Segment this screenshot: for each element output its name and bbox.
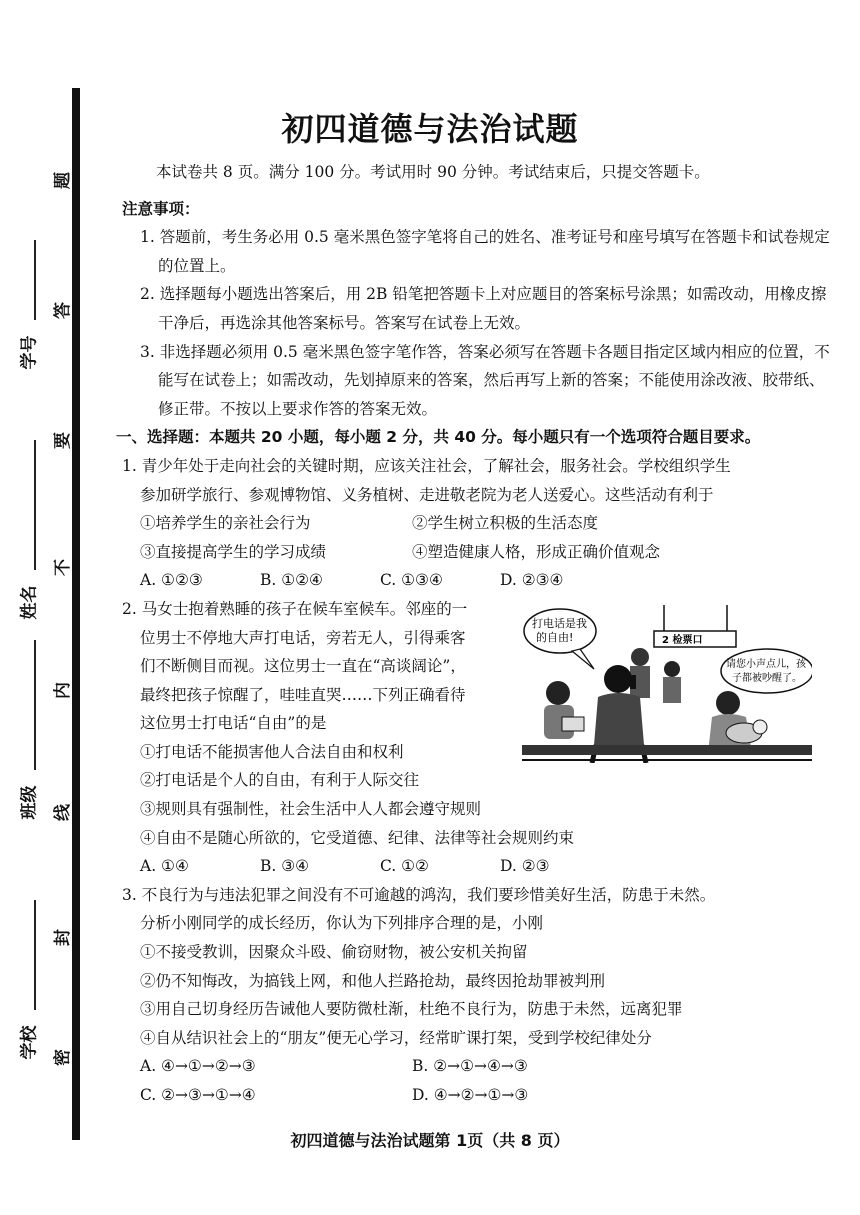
q2-option-a: A. ①④	[140, 857, 189, 876]
section-heading: 一、选择题：本题共 20 小题，每小题 2 分，共 40 分。每小题只有一个选项符合题目要求。	[116, 428, 761, 447]
q3-statement: ③用自己切身经历告诫他人要防微杜渐，杜绝不良行为，防患于未然，远离犯罪	[140, 1000, 683, 1019]
bubble-right-text: 请您小声点儿，孩	[726, 658, 806, 670]
q2-option-c: C. ①②	[380, 857, 429, 876]
q2-statement: ④自由不是随心所欲的，它受道德、纪律、法律等社会规则约束	[140, 828, 575, 847]
notice-heading: 注意事项：	[122, 199, 200, 218]
q3-options-row	[122, 1052, 822, 1081]
q3-option-c: C. ②→③→①→④	[140, 1086, 256, 1104]
notice-item: 3. 非选择题必须用 0.5 毫米黑色签字笔作答，答案必须写在答题卡各题目指定区域内相应的位置，不能写在试卷上；如需改动，先划掉原来的答案，然后再写上新的答案；不能使用涂改液、胶带纸、修正带。不按以上要求作答的答案无效。	[140, 342, 830, 418]
q1-statement: ④塑造健康人格，形成正确价值观念	[412, 542, 661, 561]
q3-statement: ④自从结识社会上的“朋友”便无心学习，经常旷课打架，受到学校纪律处分	[140, 1028, 652, 1047]
q1-options	[122, 566, 822, 595]
seal-char: 题	[53, 172, 73, 189]
name-label: 姓名	[19, 585, 40, 620]
q1-statement: ②学生树立积极的生活态度	[412, 514, 599, 533]
q1-option-b: B. ①②④	[260, 571, 323, 590]
q1-option-a: A. ①②③	[140, 571, 203, 590]
q3-options-row	[122, 1081, 822, 1110]
seal-char: 要	[53, 432, 73, 449]
q3-stem: 分析小刚同学的成长经历，你认为下列排序合理的是，小刚	[140, 914, 544, 933]
name-line	[34, 440, 36, 570]
student-id-label: 学号	[19, 335, 40, 370]
q2-block	[122, 595, 822, 738]
binding-margin-bar	[72, 88, 80, 1140]
q2-statement: ①打电话不能损害他人合法自由和权利	[140, 742, 404, 761]
seal-char: 不	[53, 559, 73, 576]
gate-sign-text: 2 检票口	[662, 634, 703, 646]
q3-statement: ①不接受教训，因聚众斗殴、偷窃财物，被公安机关拘留	[140, 943, 528, 962]
seal-char: 答	[53, 302, 73, 319]
q2-statement: ③规则具有强制性，社会生活中人人都会遵守规则	[140, 800, 482, 819]
seal-char: 线	[53, 804, 73, 821]
q3-stem: 3. 不良行为与违法犯罪之间没有不可逾越的鸿沟，我们要珍惜美好生活，防患于未然。	[122, 885, 716, 904]
exam-content	[116, 158, 830, 1110]
q2-options	[122, 852, 822, 881]
q3-option-a: A. ④→①→②→③	[140, 1057, 256, 1076]
seal-char: 内	[53, 682, 73, 699]
q3-statement: ②仍不知悔改，为搞钱上网，和他人拦路抢劫，最终因抢劫罪被判刑	[140, 971, 606, 990]
q2-option-d: D. ②③	[500, 857, 550, 876]
q2-stem: 位男士不停地大声打电话，旁若无人，引得乘客	[140, 628, 466, 647]
q2-option-b: B. ③④	[260, 857, 310, 876]
school-label: 学校	[19, 1025, 40, 1060]
q3-option-b: B. ②→①→④→③	[412, 1057, 528, 1076]
page-title: 初四道德与法治试题	[281, 110, 579, 148]
bubble-left-text: 打电话是我	[532, 616, 587, 630]
school-line	[34, 900, 36, 1010]
student-id-line	[34, 240, 36, 320]
q1-statement-row	[122, 538, 822, 567]
exam-intro: 本试卷共 8 页。满分 100 分。考试用时 90 分钟。考试结束后，只提交答题卡。	[156, 163, 710, 181]
q2-statement: ②打电话是个人的自由，有利于人际交往	[140, 771, 420, 790]
q1-stem: 1. 青少年处于走向社会的关键时期，应该关注社会，了解社会，服务社会。学校组织学生	[122, 456, 731, 475]
bubble-right-text: 子都被吵醒了。	[732, 672, 802, 684]
q1-statement: ①培养学生的亲社会行为	[140, 514, 311, 533]
q2-stem: 这位男士打电话“自由”的是	[140, 714, 327, 733]
notice-item: 1. 答题前，考生务必用 0.5 毫米黑色签字笔将自己的姓名、准考证号和座号填写在答题卡和试卷规定的位置上。	[140, 228, 830, 275]
page-footer: 初四道德与法治试题第 1页（共 8 页）	[290, 1131, 570, 1150]
seal-char: 密	[53, 1049, 73, 1066]
q2-stem: 们不断侧目而视。这位男士一直在“高谈阔论”，	[140, 657, 466, 676]
phone-cartoon-illustration	[522, 605, 812, 763]
q1-statement: ③直接提高学生的学习成绩	[140, 542, 327, 561]
bubble-left-text: 的自由!	[536, 630, 574, 644]
q1-statement-row	[122, 509, 822, 538]
q1-stem: 参加研学旅行、参观博物馆、义务植树、走进敬老院为老人送爱心。这些活动有利于	[140, 485, 714, 504]
q1-option-d: D. ②③④	[500, 571, 564, 590]
q3-option-d: D. ④→②→①→③	[412, 1086, 529, 1104]
seal-char: 封	[53, 929, 73, 946]
class-label: 班级	[19, 785, 40, 820]
q2-stem: 2. 马女士抱着熟睡的孩子在候车室候车。邻座的一	[122, 599, 468, 618]
q1-option-c: C. ①③④	[380, 571, 443, 590]
q2-stem: 最终把孩子惊醒了，哇哇直哭……下列正确看待	[140, 685, 466, 704]
class-line	[34, 640, 36, 770]
notice-item: 2. 选择题每小题选出答案后，用 2B 铅笔把答题卡上对应题目的答案标号涂黑；如需改动，用橡皮擦干净后，再选涂其他答案标号。答案写在试卷上无效。	[140, 285, 827, 332]
